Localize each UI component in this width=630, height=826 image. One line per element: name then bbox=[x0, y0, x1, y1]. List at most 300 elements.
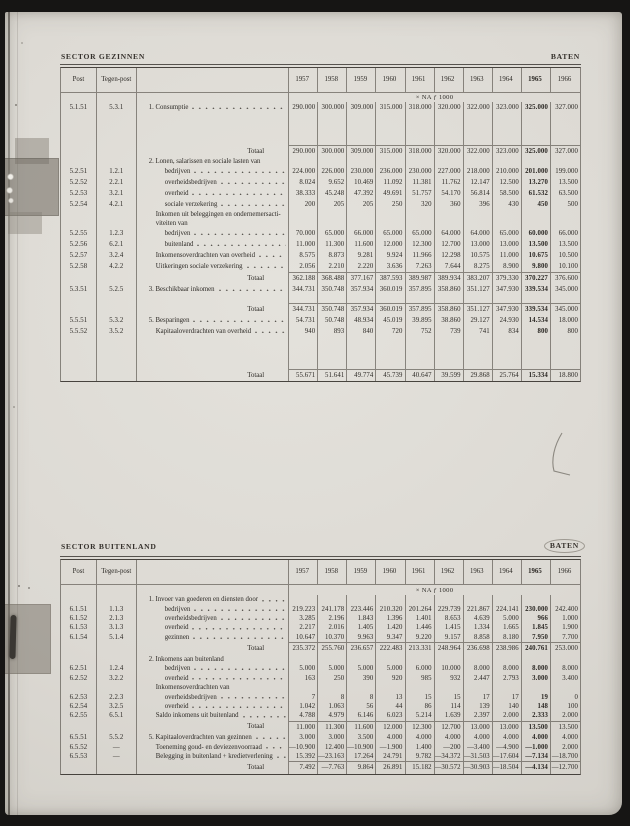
cell-value bbox=[318, 157, 347, 166]
table-row-data bbox=[61, 752, 580, 761]
tape-artifact-bottom bbox=[5, 604, 51, 674]
cell-value: 235.372 bbox=[289, 642, 318, 655]
cell-value: 227.000 bbox=[435, 166, 464, 177]
cell-value: 9.924 bbox=[376, 250, 405, 261]
cell-tegenpost: 6.2.1 bbox=[97, 239, 137, 250]
cell-value: 9.800 bbox=[522, 261, 551, 272]
table-row-heading bbox=[61, 157, 580, 166]
cell-value bbox=[522, 295, 551, 303]
cell-post: 6.5.52 bbox=[61, 742, 97, 751]
table-row-data bbox=[61, 673, 580, 682]
cell-value: —34.372 bbox=[435, 752, 464, 761]
cell-value: 376.600 bbox=[551, 272, 580, 284]
cell-value: 300.000 bbox=[318, 145, 347, 157]
cell-description bbox=[137, 673, 289, 682]
row-label: Totaal bbox=[247, 723, 265, 731]
cell-value: 840 bbox=[347, 326, 376, 337]
cell-value bbox=[289, 655, 318, 665]
cell-value bbox=[551, 337, 580, 369]
row-label: 2. Lonen, salarissen en sociale lasten van bbox=[148, 158, 261, 165]
cell-description bbox=[137, 605, 289, 614]
cell-value: 205 bbox=[318, 199, 347, 210]
cell-value bbox=[551, 595, 580, 605]
cell-value: 11.966 bbox=[406, 250, 435, 261]
cell-value: 26.891 bbox=[376, 761, 405, 774]
cell-value: 13 bbox=[376, 692, 405, 701]
cell-tegenpost: 3.2.2 bbox=[97, 673, 137, 682]
cell-value: 2.196 bbox=[318, 614, 347, 623]
unit-row-cell bbox=[61, 93, 97, 102]
row-label: overheidsbedrijven bbox=[164, 693, 217, 701]
cell-value bbox=[406, 210, 435, 219]
cell-value bbox=[493, 337, 522, 369]
cell-description bbox=[137, 702, 289, 711]
cell-value: 15.334 bbox=[522, 369, 551, 381]
cell-value: 13.270 bbox=[522, 177, 551, 188]
cell-description bbox=[137, 761, 289, 774]
cell-tegenpost: 1.1.3 bbox=[97, 605, 137, 614]
cell-value: 9.347 bbox=[376, 633, 405, 642]
cell-value: 210.000 bbox=[493, 166, 522, 177]
cell-value: 8.000 bbox=[562, 665, 579, 673]
cell-value: 357.934 bbox=[347, 303, 376, 315]
table-row-heading bbox=[61, 219, 580, 228]
cell-description bbox=[137, 664, 289, 673]
cell-value: 17.264 bbox=[347, 752, 376, 761]
cell-value: 2.220 bbox=[347, 261, 376, 272]
cell-value bbox=[464, 210, 493, 219]
cell-value bbox=[435, 157, 464, 166]
cell-value: 985 bbox=[406, 673, 435, 682]
cell-description bbox=[137, 272, 289, 284]
column-header-year-1960: 1960 bbox=[376, 560, 405, 584]
cell-value: 12.700 bbox=[435, 239, 464, 250]
cell-description bbox=[137, 239, 289, 250]
cell-tegenpost bbox=[97, 272, 137, 284]
cell-value: 360.019 bbox=[376, 303, 405, 315]
cell-post: 5.2.58 bbox=[61, 261, 97, 272]
cell-value: —10.900 bbox=[347, 742, 376, 751]
dot-leaders bbox=[247, 261, 287, 272]
cell-tegenpost: 3.1.3 bbox=[97, 623, 137, 632]
cell-tegenpost: 4.2.1 bbox=[97, 199, 137, 210]
cell-description bbox=[137, 623, 289, 632]
table-row-total bbox=[61, 303, 580, 315]
table-row-data bbox=[61, 315, 580, 326]
table-row-data bbox=[61, 614, 580, 623]
column-header-year-1957: 1957 bbox=[289, 68, 318, 92]
cell-value bbox=[376, 683, 405, 693]
table-row-data bbox=[61, 188, 580, 199]
row-label: Totaal bbox=[247, 371, 265, 379]
cell-value: 54.731 bbox=[289, 315, 318, 326]
row-label: 5. Kapitaaloverdrachten van gezinnen bbox=[148, 734, 252, 742]
cell-post bbox=[61, 595, 97, 605]
cell-value bbox=[493, 219, 522, 228]
cell-value: 8.024 bbox=[289, 177, 318, 188]
row-label: gezinnen bbox=[164, 633, 190, 641]
cell-description bbox=[137, 295, 289, 303]
cell-value: 60.000 bbox=[522, 228, 551, 239]
dot-leaders bbox=[221, 692, 286, 701]
staple-mark bbox=[9, 615, 16, 659]
cell-tegenpost bbox=[97, 595, 137, 605]
cell-value bbox=[376, 295, 405, 303]
table-row-data bbox=[61, 702, 580, 711]
table-row-heading bbox=[61, 655, 580, 665]
cell-value: 38.333 bbox=[289, 188, 318, 199]
cell-tegenpost bbox=[97, 210, 137, 219]
cell-value: 11.300 bbox=[318, 239, 347, 250]
cell-value: 357.895 bbox=[406, 284, 435, 295]
cell-value: 226.000 bbox=[318, 166, 347, 177]
cell-value: 315.000 bbox=[376, 102, 405, 113]
cell-value: 389.987 bbox=[406, 272, 435, 284]
cell-value: 58.500 bbox=[493, 188, 522, 199]
cell-description bbox=[137, 655, 289, 665]
cell-value: 1.405 bbox=[347, 623, 376, 632]
cell-value bbox=[318, 683, 347, 693]
cell-value: 9.864 bbox=[347, 761, 376, 774]
cell-post bbox=[61, 303, 97, 315]
cell-value bbox=[435, 210, 464, 219]
pencil-mark bbox=[545, 430, 573, 478]
dot-leaders bbox=[221, 199, 286, 210]
column-header-year-1965: 1965 bbox=[522, 68, 551, 92]
cell-post bbox=[61, 272, 97, 284]
cell-description bbox=[137, 633, 289, 642]
row-label: Inkomen uit beleggingen en ondernemersacti- bbox=[155, 211, 281, 218]
cell-value: 5.000 bbox=[376, 664, 405, 673]
cell-value: 325.000 bbox=[522, 102, 551, 113]
cell-value bbox=[318, 595, 347, 605]
cell-value: 11.600 bbox=[347, 239, 376, 250]
cell-tegenpost: 2.2.3 bbox=[97, 692, 137, 701]
cell-value: 13.000 bbox=[464, 239, 493, 250]
dot-leaders bbox=[221, 614, 286, 623]
cell-value: 12.300 bbox=[406, 239, 435, 250]
cell-value: 320 bbox=[406, 199, 435, 210]
column-header-year-1960: 1960 bbox=[376, 68, 405, 92]
cell-value: 6.000 bbox=[406, 664, 435, 673]
cell-value: 11.600 bbox=[347, 721, 376, 734]
cell-value: 339.534 bbox=[522, 303, 551, 315]
table-row-spacer bbox=[61, 113, 580, 145]
section-gezinnen bbox=[60, 52, 581, 382]
column-header-year-1958: 1958 bbox=[318, 68, 347, 92]
cell-tegenpost bbox=[97, 157, 137, 166]
cell-value: 8 bbox=[347, 692, 376, 701]
cell-value: 11.092 bbox=[376, 177, 405, 188]
cell-tegenpost bbox=[97, 369, 137, 381]
cell-tegenpost: 5.5.2 bbox=[97, 733, 137, 742]
cell-value: 290.000 bbox=[289, 145, 318, 157]
cell-post bbox=[61, 642, 97, 655]
cell-post: 6.5.51 bbox=[61, 733, 97, 742]
cell-value: 66.000 bbox=[347, 228, 376, 239]
cell-value bbox=[318, 210, 347, 219]
cell-value: 9.220 bbox=[406, 633, 435, 642]
cell-value: 10.100 bbox=[558, 263, 579, 270]
cell-value bbox=[435, 113, 464, 145]
unit-row-cell bbox=[137, 93, 289, 102]
cell-post bbox=[61, 655, 97, 665]
row-label: Totaal bbox=[247, 305, 265, 313]
table-row-total bbox=[61, 721, 580, 734]
cell-value: 5.000 bbox=[289, 664, 318, 673]
cell-value: 315.000 bbox=[376, 145, 405, 157]
dot-leaders bbox=[266, 742, 286, 751]
table-row-data bbox=[61, 250, 580, 261]
table-row-data bbox=[61, 102, 580, 113]
cell-description bbox=[137, 284, 289, 295]
table-row-heading bbox=[61, 683, 580, 693]
cell-value bbox=[289, 157, 318, 166]
cell-value: 70.000 bbox=[289, 228, 318, 239]
cell-value: 224.141 bbox=[493, 605, 522, 614]
table-row-data bbox=[61, 605, 580, 614]
unit-row-cell bbox=[137, 585, 289, 595]
cell-value: 9.782 bbox=[406, 752, 435, 761]
cell-value: 8.275 bbox=[464, 261, 493, 272]
row-label: Totaal bbox=[247, 644, 265, 652]
cell-value: 10.647 bbox=[289, 633, 318, 642]
column-header-year-1964: 1964 bbox=[493, 68, 522, 92]
cell-value: 12.298 bbox=[435, 250, 464, 261]
cell-value: 351.127 bbox=[464, 284, 493, 295]
dot-leaders bbox=[193, 633, 286, 642]
paper-specks bbox=[5, 12, 7, 14]
cell-value: 3.000 bbox=[522, 673, 551, 682]
cell-value: 360.019 bbox=[376, 284, 405, 295]
cell-value bbox=[406, 337, 435, 369]
cell-value: 300.000 bbox=[318, 102, 347, 113]
cell-post bbox=[61, 721, 97, 734]
cell-tegenpost bbox=[97, 761, 137, 774]
table-header-row bbox=[61, 68, 580, 93]
cell-value: 39.599 bbox=[435, 369, 464, 381]
dot-leaders bbox=[193, 315, 286, 326]
cell-tegenpost: 2.1.3 bbox=[97, 614, 137, 623]
cell-description bbox=[137, 337, 289, 369]
cell-value: 12.700 bbox=[435, 721, 464, 734]
cell-value: 236.000 bbox=[376, 166, 405, 177]
row-label: Totaal bbox=[247, 147, 265, 155]
cell-value: 6.146 bbox=[347, 711, 376, 720]
row-label: bedrijven bbox=[164, 168, 191, 175]
cell-value: 13.500 bbox=[558, 241, 579, 248]
cell-value: 9.652 bbox=[318, 177, 347, 188]
dot-leaders bbox=[192, 102, 286, 113]
cell-value bbox=[376, 157, 405, 166]
cell-value: 389.934 bbox=[435, 272, 464, 284]
cell-value: —200 bbox=[435, 742, 464, 751]
cell-value: 368.488 bbox=[318, 272, 347, 284]
cell-value: 1.000 bbox=[562, 615, 579, 623]
column-header-year-1961: 1961 bbox=[406, 68, 435, 92]
cell-value bbox=[464, 683, 493, 693]
cell-value: 1.665 bbox=[493, 623, 522, 632]
cell-value: 8.000 bbox=[522, 664, 551, 673]
cell-value: 752 bbox=[406, 326, 435, 337]
row-label: overheidsbedrijven bbox=[164, 615, 217, 623]
dot-leaders bbox=[192, 188, 286, 199]
cell-value bbox=[376, 337, 405, 369]
cell-value bbox=[318, 113, 347, 145]
row-label: Kapitaaloverdrachten van overheid bbox=[155, 328, 252, 335]
cell-value: 12.000 bbox=[376, 239, 405, 250]
cell-value bbox=[551, 210, 580, 219]
cell-value bbox=[493, 655, 522, 665]
cell-value: 1.415 bbox=[435, 623, 464, 632]
cell-value: —4.134 bbox=[522, 761, 551, 774]
row-label: overheid bbox=[164, 674, 189, 682]
cell-value bbox=[289, 337, 318, 369]
cell-value bbox=[318, 219, 347, 228]
dot-leaders bbox=[221, 177, 286, 188]
section-corner-label: BATEN bbox=[544, 539, 585, 553]
cell-value: 360 bbox=[435, 199, 464, 210]
row-label: 2. Inkomens aan buitenland bbox=[148, 655, 224, 663]
cell-value: —3.400 bbox=[464, 742, 493, 751]
cell-value: 24.930 bbox=[493, 315, 522, 326]
cell-value: 4.000 bbox=[406, 733, 435, 742]
column-header-year-1963: 1963 bbox=[464, 560, 493, 584]
row-label: 1. Invoer van goederen en diensten door bbox=[148, 596, 258, 604]
cell-value bbox=[435, 337, 464, 369]
cell-value: 5.214 bbox=[406, 711, 435, 720]
cell-value bbox=[289, 219, 318, 228]
cell-tegenpost bbox=[97, 721, 137, 734]
row-label: Toeneming goud- en deviezenvoorraad bbox=[155, 743, 262, 751]
cell-value: 309.000 bbox=[347, 102, 376, 113]
cell-value: 0 bbox=[574, 693, 579, 701]
cell-value: 236.657 bbox=[347, 642, 376, 655]
cell-value bbox=[522, 219, 551, 228]
cell-value: 834 bbox=[493, 326, 522, 337]
cell-description bbox=[137, 157, 289, 166]
cell-value: —18.504 bbox=[493, 761, 522, 774]
cell-description bbox=[137, 102, 289, 113]
cell-value: 4.000 bbox=[493, 733, 522, 742]
cell-value: —17.604 bbox=[493, 752, 522, 761]
cell-description bbox=[137, 692, 289, 701]
column-header-year-1958: 1958 bbox=[318, 560, 347, 584]
cell-value bbox=[347, 655, 376, 665]
row-label: Totaal bbox=[247, 763, 265, 771]
cell-post: 6.2.54 bbox=[61, 702, 97, 711]
cell-value: 13.500 bbox=[522, 239, 551, 250]
table-row-total bbox=[61, 272, 580, 284]
column-header-description bbox=[137, 68, 289, 92]
row-label: Uitkeringen sociale verzekering bbox=[155, 263, 243, 270]
cell-description bbox=[137, 595, 289, 605]
cell-value: 223.446 bbox=[347, 605, 376, 614]
cell-value bbox=[522, 337, 551, 369]
cell-value: 339.534 bbox=[522, 284, 551, 295]
cell-value bbox=[464, 157, 493, 166]
cell-value: 4.000 bbox=[464, 733, 493, 742]
table-row-data bbox=[61, 199, 580, 210]
cell-value: 13.000 bbox=[464, 721, 493, 734]
cell-value bbox=[318, 337, 347, 369]
cell-value: 345.000 bbox=[551, 303, 580, 315]
cell-description bbox=[137, 250, 289, 261]
cell-value: 7.700 bbox=[562, 633, 579, 641]
cell-value bbox=[406, 655, 435, 665]
cell-value bbox=[347, 595, 376, 605]
section-buitenland bbox=[60, 539, 581, 775]
cell-value: 5.000 bbox=[493, 614, 522, 623]
cell-value: —7.763 bbox=[318, 761, 347, 774]
cell-post bbox=[61, 337, 97, 369]
cell-tegenpost: — bbox=[97, 742, 137, 751]
cell-value: 201.000 bbox=[522, 166, 551, 177]
row-label: 3. Beschikbaar inkomen bbox=[148, 286, 215, 293]
cell-post: 6.1.54 bbox=[61, 633, 97, 642]
cell-description bbox=[137, 752, 289, 761]
cell-value: 8.180 bbox=[493, 633, 522, 642]
cell-value: 323.000 bbox=[493, 102, 522, 113]
cell-value: 322.000 bbox=[464, 145, 493, 157]
cell-value: 19 bbox=[522, 692, 551, 701]
cell-tegenpost bbox=[97, 337, 137, 369]
column-header-year-1966: 1966 bbox=[557, 568, 572, 576]
cell-value: 44 bbox=[376, 702, 405, 711]
cell-value bbox=[376, 219, 405, 228]
cell-description bbox=[137, 614, 289, 623]
cell-value: 390 bbox=[347, 673, 376, 682]
cell-value: 219.223 bbox=[289, 605, 318, 614]
cell-value bbox=[464, 113, 493, 145]
cell-value: 17 bbox=[493, 692, 522, 701]
cell-value: 327.000 bbox=[551, 145, 580, 157]
cell-value: 218.000 bbox=[464, 166, 493, 177]
cell-value: 230.000 bbox=[347, 166, 376, 177]
cell-value: 10.000 bbox=[435, 664, 464, 673]
cell-value: 230.000 bbox=[522, 605, 551, 614]
cell-post bbox=[61, 145, 97, 157]
cell-value: 66.000 bbox=[558, 230, 579, 237]
cell-post bbox=[61, 369, 97, 381]
cell-value bbox=[435, 683, 464, 693]
cell-description bbox=[137, 733, 289, 742]
cell-value: 163 bbox=[289, 673, 318, 682]
table-row-total bbox=[61, 761, 580, 774]
section-header bbox=[60, 539, 581, 553]
cell-value: 739 bbox=[435, 326, 464, 337]
cell-description bbox=[137, 113, 289, 145]
cell-tegenpost: 1.2.4 bbox=[97, 664, 137, 673]
cell-value bbox=[435, 655, 464, 665]
dot-leaders bbox=[192, 673, 286, 682]
row-label: Belegging in buitenland + kredietverlening bbox=[155, 752, 273, 760]
cell-value bbox=[289, 113, 318, 145]
cell-value: 318.000 bbox=[406, 102, 435, 113]
dot-leaders bbox=[197, 239, 286, 250]
cell-value bbox=[522, 683, 551, 693]
cell-post bbox=[61, 210, 97, 219]
cell-value: 3.285 bbox=[289, 614, 318, 623]
cell-value bbox=[464, 595, 493, 605]
cell-tegenpost: 5.2.5 bbox=[97, 284, 137, 295]
cell-value: 6.023 bbox=[376, 711, 405, 720]
cell-description bbox=[137, 188, 289, 199]
cell-tegenpost: 3.5.2 bbox=[97, 326, 137, 337]
cell-post bbox=[61, 157, 97, 166]
cell-value: 65.000 bbox=[318, 228, 347, 239]
cell-tegenpost: 1.2.3 bbox=[97, 228, 137, 239]
